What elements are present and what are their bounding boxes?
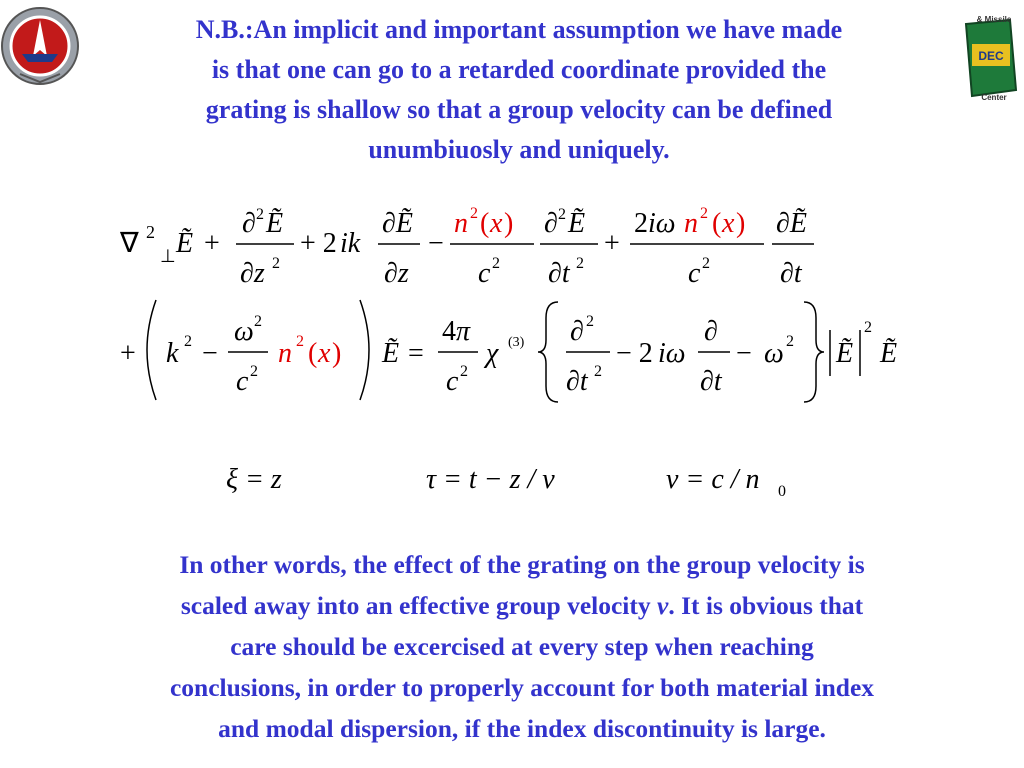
svg-text:2: 2 — [492, 255, 500, 272]
svg-text:2: 2 — [702, 255, 710, 272]
heading-line: unumbiuosly and uniquely. — [368, 135, 670, 164]
paragraph-line: conclusions, in order to properly account for both material index — [169, 673, 875, 702]
emblem-text: DEC — [978, 49, 1004, 63]
svg-text:∂: ∂ — [704, 316, 718, 347]
explanation-paragraph — [42, 544, 1002, 749]
svg-text:(: ( — [712, 208, 722, 239]
svg-text:2: 2 — [184, 333, 192, 350]
velocity-variable: v — [657, 591, 669, 620]
svg-text:k: k — [166, 338, 179, 369]
svg-text:2: 2 — [146, 222, 155, 242]
svg-text:): ) — [504, 208, 514, 239]
svg-text:ω: ω — [764, 338, 784, 369]
svg-text:∇: ∇ — [120, 228, 139, 259]
svg-text:Ẽ: Ẽ — [176, 228, 194, 259]
emblem-bottom-text: Center — [981, 93, 1007, 102]
paragraph-line: and modal dispersion, if the index discontinuity is large. — [218, 714, 826, 743]
svg-text:2: 2 — [272, 255, 280, 272]
paragraph-line: care should be excercised at every step when reaching — [230, 632, 814, 661]
heading-line: grating is shallow so that a group velocity can be defined — [205, 95, 833, 124]
svg-text:∂z: ∂z — [240, 258, 265, 289]
svg-text:+: + — [604, 228, 620, 259]
svg-text:n: n — [454, 208, 468, 239]
paragraph-line: In other words, the effect of the grating on the group velocity is — [179, 550, 865, 579]
paragraph-line — [42, 585, 1002, 626]
wave-equation-line-1 — [119, 205, 814, 289]
svg-text:2: 2 — [786, 333, 794, 350]
v-relation: v = c / n — [666, 464, 760, 495]
svg-text:∂: ∂ — [544, 208, 558, 239]
svg-text:∂Ẽ: ∂Ẽ — [382, 208, 413, 239]
svg-text:χ: χ — [486, 338, 499, 369]
svg-text:ω: ω — [234, 316, 254, 347]
emblem-top-text: & Missile — [976, 15, 1012, 24]
paragraph-text: . It is obvious that — [668, 591, 864, 620]
svg-text:+: + — [120, 338, 136, 369]
svg-text:ik: ik — [340, 228, 361, 259]
svg-text:−: − — [736, 338, 752, 369]
svg-text:iω: iω — [658, 338, 686, 369]
svg-text:+: + — [204, 228, 220, 259]
svg-text:2: 2 — [256, 206, 264, 223]
svg-text:2: 2 — [460, 363, 468, 380]
svg-text:iω: iω — [648, 208, 676, 239]
wave-equation-line-2 — [120, 300, 897, 402]
svg-text:2: 2 — [254, 313, 262, 330]
svg-text:2: 2 — [864, 319, 872, 336]
svg-text:∂t: ∂t — [700, 366, 722, 397]
svg-text:2: 2 — [296, 333, 304, 350]
svg-text:c: c — [478, 258, 491, 289]
svg-text:2: 2 — [558, 206, 566, 223]
svg-text:x: x — [318, 338, 331, 369]
svg-text:Ẽ: Ẽ — [836, 338, 854, 369]
svg-text:c: c — [236, 366, 249, 397]
svg-text:Ẽ: Ẽ — [568, 208, 586, 239]
svg-text:n: n — [278, 338, 292, 369]
svg-text:⊥: ⊥ — [160, 246, 176, 266]
svg-text:2: 2 — [700, 205, 708, 222]
heading-line: is that one can go to a retarded coordinate provided the — [211, 55, 827, 84]
coordinate-relations — [226, 464, 786, 500]
svg-text:c: c — [688, 258, 701, 289]
svg-text:2: 2 — [470, 205, 478, 222]
svg-text:): ) — [736, 208, 746, 239]
svg-text:2: 2 — [634, 208, 648, 239]
xi-relation: ξ = z — [226, 464, 282, 495]
svg-text:(3): (3) — [508, 335, 525, 350]
svg-text:∂t: ∂t — [566, 366, 588, 397]
svg-text:(: ( — [308, 338, 318, 369]
svg-text:−: − — [428, 228, 444, 259]
svg-text:2: 2 — [586, 313, 594, 330]
svg-text:∂t: ∂t — [548, 258, 570, 289]
svg-text:∂z: ∂z — [384, 258, 409, 289]
svg-text:Ẽ: Ẽ — [266, 208, 284, 239]
svg-text:∂Ẽ: ∂Ẽ — [776, 208, 807, 239]
svg-text:∂t: ∂t — [780, 258, 802, 289]
svg-text:Ẽ: Ẽ — [880, 338, 898, 369]
svg-text:π: π — [456, 316, 471, 347]
svg-text:c: c — [446, 366, 459, 397]
svg-text:∂: ∂ — [242, 208, 256, 239]
svg-text:−: − — [202, 338, 218, 369]
svg-text:∂: ∂ — [570, 316, 584, 347]
svg-text:Ẽ: Ẽ — [382, 338, 400, 369]
svg-text:2: 2 — [250, 363, 258, 380]
svg-text:=: = — [408, 338, 424, 369]
svg-text:(: ( — [480, 208, 490, 239]
svg-text:): ) — [332, 338, 342, 369]
svg-text:2: 2 — [576, 255, 584, 272]
svg-text:x: x — [490, 208, 503, 239]
n-zero-subscript: 0 — [778, 483, 786, 500]
svg-text:4: 4 — [442, 316, 456, 347]
tau-relation: τ = t − z / v — [426, 464, 555, 495]
svg-text:+ 2: + 2 — [300, 228, 337, 259]
paragraph-text: scaled away into an effective group velocity — [180, 591, 657, 620]
svg-text:n: n — [684, 208, 698, 239]
svg-text:− 2: − 2 — [616, 338, 653, 369]
svg-text:2: 2 — [594, 363, 602, 380]
svg-text:x: x — [722, 208, 735, 239]
heading-line: N.B.:An implicit and important assumption we have made — [195, 15, 843, 44]
